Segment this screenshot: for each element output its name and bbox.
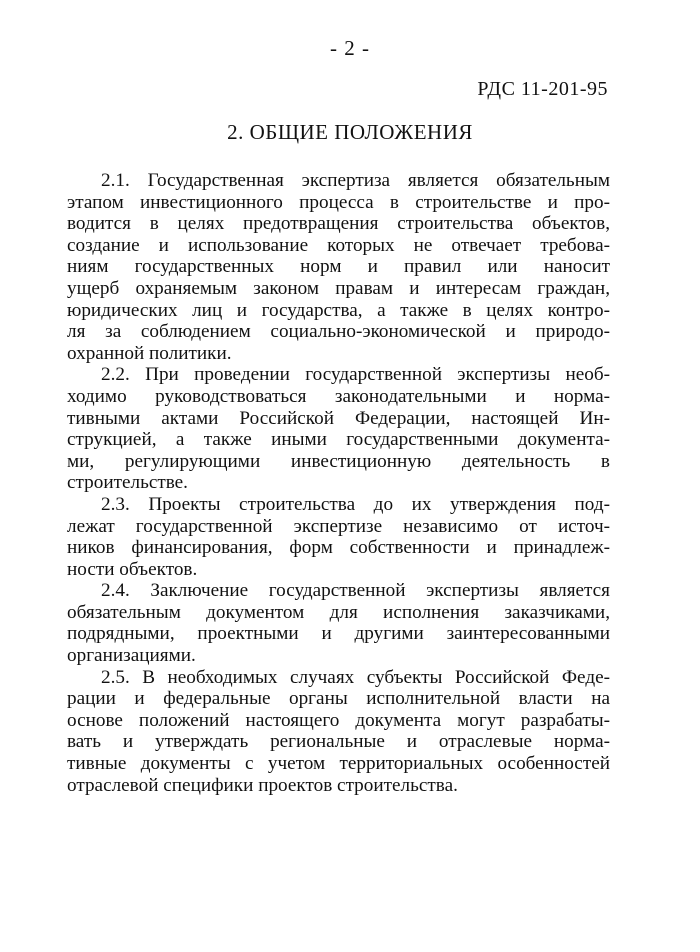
text-line: ников финансирования, форм собственности и принадлеж- <box>67 537 610 559</box>
text-line: 2.1. Государственная экспертиза является обязательным <box>101 170 610 191</box>
section-title: 2. ОБЩИЕ ПОЛОЖЕНИЯ <box>227 120 473 144</box>
text-line: юридических лиц и государства, а также в целях контро- <box>67 299 610 321</box>
text-line: этапом инвестиционного процесса в строительстве и про- <box>67 191 610 213</box>
text-line: струкцией, а также иными государственными документа- <box>67 429 610 451</box>
text-line: создание и использование которых не отвечает требова- <box>67 234 610 256</box>
text-line: 2.2. При проведении государственной экспертизы необ- <box>101 364 610 386</box>
document-code: РДС 11-201-95 <box>477 78 608 100</box>
text-line: охранной политики. <box>67 342 232 364</box>
text-line: лежат государственной экспертизе независимо от источ- <box>67 515 610 537</box>
text-line: 2.5. В необходимых случаях субъекты Российской Феде- <box>101 666 610 688</box>
text-line: 2.3. Проекты строительства до их утверждения под- <box>101 493 610 515</box>
paragraph-2-1 <box>67 170 610 364</box>
text-line: вать и утверждать региональные и отраслевые норма- <box>67 731 610 753</box>
page-number: - 2 - <box>330 36 370 60</box>
paragraph-2-5 <box>67 667 610 797</box>
text-line: ущерб охраняемым законом правам и интересам граждан, <box>67 277 610 299</box>
text-line: обязательным документом для исполнения заказчиками, <box>67 601 610 623</box>
text-line: ности объектов. <box>67 558 198 580</box>
paragraph-2-2 <box>67 364 610 494</box>
body-text <box>67 170 610 796</box>
text-line: подрядными, проектными и другими заинтересованными <box>67 623 610 645</box>
text-line: ходимо руководствоваться законодательными и норма- <box>67 385 610 407</box>
text-line: ми, регулирующими инвестиционную деятельность в <box>67 450 610 472</box>
text-line: строительстве. <box>67 472 188 494</box>
paragraph-2-3 <box>67 494 610 580</box>
text-line: тивными актами Российской Федерации, настоящей Ин- <box>67 407 610 429</box>
text-line: основе положений настоящего документа могут разрабаты- <box>67 709 610 731</box>
text-line: отраслевой специфики проектов строительства. <box>67 774 458 796</box>
text-line: ниям государственных норм и правил или наносит <box>67 256 610 278</box>
text-line: организациями. <box>67 645 196 667</box>
paragraph-2-4 <box>67 580 610 666</box>
text-line: водится в целях предотвращения строительства объектов, <box>67 213 610 235</box>
text-line: ля за соблюдением социально-экономической и природо- <box>67 321 610 343</box>
text-line: рации и федеральные органы исполнительной власти на <box>67 688 610 710</box>
text-line: 2.4. Заключение государственной экспертизы является <box>101 580 610 602</box>
text-line: тивные документы с учетом территориальных особенностей <box>67 753 610 775</box>
